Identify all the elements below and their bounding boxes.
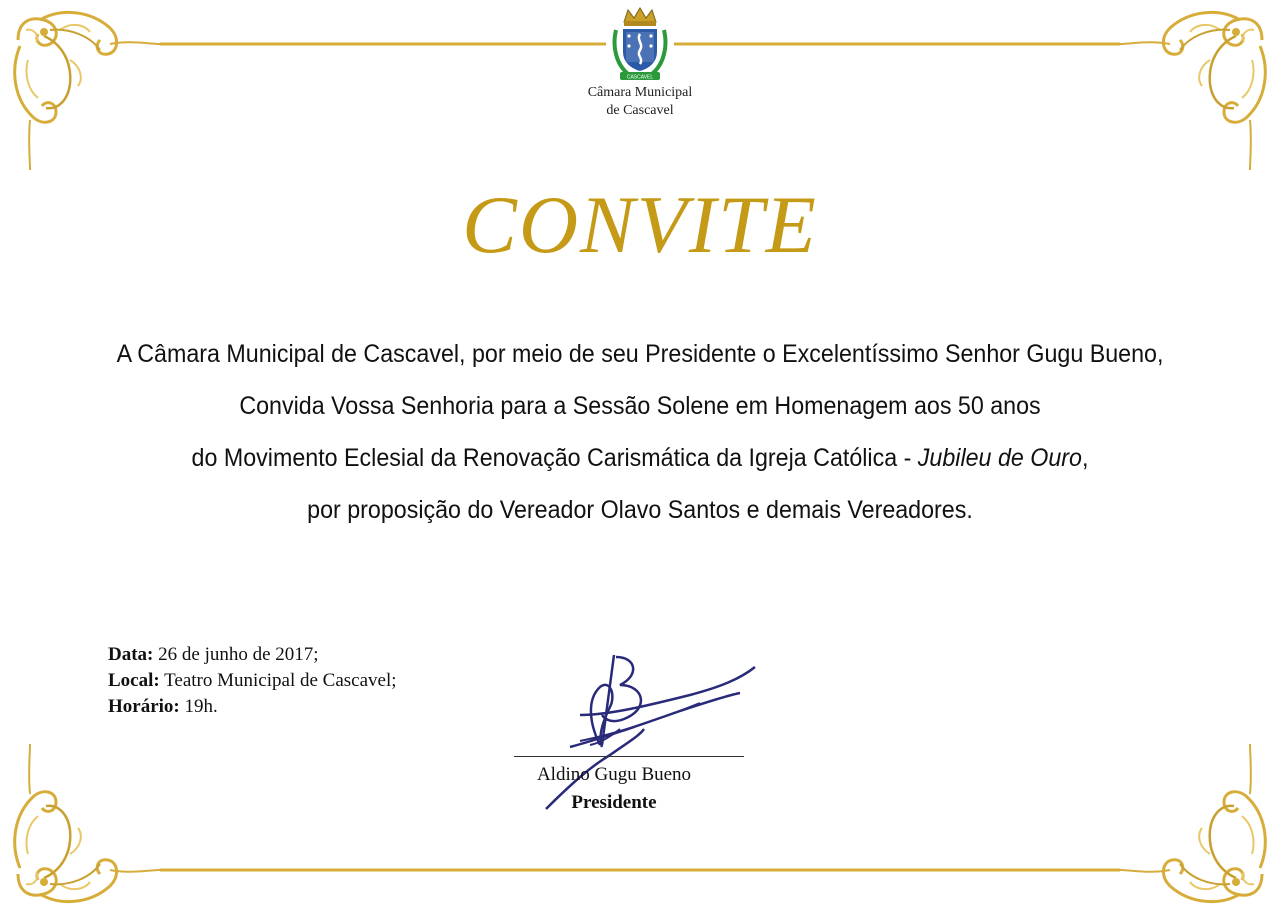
date-value: 26 de junho de 2017; xyxy=(153,644,319,665)
body-line-3-prefix: do Movimento Eclesial da Renovação Carismática da Igreja Católica - xyxy=(191,444,918,472)
handwritten-signature xyxy=(540,645,770,815)
detail-place xyxy=(108,668,397,694)
invitation-title: CONVITE xyxy=(462,179,818,270)
municipal-seal-icon xyxy=(610,6,670,82)
date-label: Data: xyxy=(108,644,154,665)
detail-date xyxy=(108,642,397,668)
place-label: Local: xyxy=(108,670,160,691)
jubilee-emphasis: Jubileu de Ouro xyxy=(917,444,1082,472)
org-name xyxy=(540,84,740,120)
signer-role: Presidente xyxy=(571,792,657,813)
body-line-1: A Câmara Municipal de Cascavel, por meio de seu Presidente o Excelentíssimo Senhor Gugu Bueno, xyxy=(116,340,1164,368)
seal-banner-text: CASCAVEL xyxy=(626,74,654,81)
event-details xyxy=(108,642,397,720)
corner-flourish-top-left xyxy=(15,12,160,170)
body-line-3-suffix: , xyxy=(1081,444,1089,472)
signer-name: Aldino Gugu Bueno xyxy=(536,764,692,785)
org-name-line1: Câmara Municipal xyxy=(587,85,693,100)
corner-flourish-bottom-left xyxy=(15,744,160,902)
body-line-3 xyxy=(101,432,1180,484)
time-label: Horário: xyxy=(108,696,180,717)
invitation-body xyxy=(101,328,1180,536)
body-line-2: Convida Vossa Senhoria para a Sessão Solene em Homenagem aos 50 anos xyxy=(239,392,1041,420)
signature-line xyxy=(514,756,744,757)
corner-flourish-bottom-right xyxy=(1120,744,1265,902)
body-line-4: por proposição do Vereador Olavo Santos e demais Vereadores. xyxy=(307,496,973,524)
detail-time xyxy=(108,694,397,720)
corner-flourish-top-right xyxy=(1120,12,1265,170)
place-value: Teatro Municipal de Cascavel; xyxy=(159,670,397,691)
org-name-line2: de Cascavel xyxy=(606,103,674,118)
time-value: 19h. xyxy=(179,696,218,717)
